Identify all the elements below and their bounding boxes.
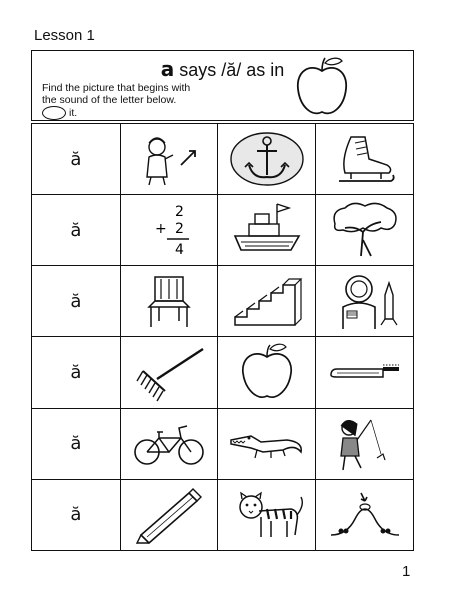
plus-sign: +: [155, 221, 167, 238]
instructions-line-1: Find the picture that begins with: [42, 82, 191, 94]
row-letter: ă: [32, 266, 121, 337]
picture-cell[interactable]: [218, 195, 316, 266]
picture-cell[interactable]: [120, 124, 218, 195]
worksheet-grid: [31, 123, 414, 551]
lesson-title: Lesson 1: [34, 27, 95, 44]
apple-icon: [227, 343, 307, 403]
worksheet-row: [32, 195, 414, 266]
stairs-icon: [227, 271, 307, 331]
addend-2: 2: [175, 221, 184, 238]
worksheet-row: [32, 479, 414, 550]
ants-on-hill-icon: [325, 485, 405, 545]
picture-cell[interactable]: [218, 124, 316, 195]
picture-cell[interactable]: [316, 124, 414, 195]
girl-fishing-icon: [325, 414, 405, 474]
row-letter: ă: [32, 195, 121, 266]
instruction-header: [31, 50, 414, 121]
toothbrush-icon: [325, 343, 405, 403]
picture-cell[interactable]: [316, 195, 414, 266]
picture-cell[interactable]: [316, 337, 414, 408]
worksheet-row: [32, 337, 414, 408]
picture-cell[interactable]: [218, 337, 316, 408]
addition-problem-icon: [129, 200, 209, 260]
picture-cell[interactable]: [316, 408, 414, 479]
worksheet-row: [32, 124, 414, 195]
girl-with-arrow-icon: [129, 129, 209, 189]
page-number: 1: [402, 563, 411, 580]
picture-cell[interactable]: [120, 266, 218, 337]
anchor-icon: [227, 129, 307, 189]
picture-cell[interactable]: [120, 337, 218, 408]
alligator-icon: [227, 414, 307, 474]
ice-skate-icon: [325, 129, 405, 189]
row-letter: ă: [32, 479, 121, 550]
picture-cell[interactable]: [218, 408, 316, 479]
instructions-line-3: it.: [69, 107, 78, 119]
tree-icon: [325, 200, 405, 260]
apple-icon: [292, 55, 352, 119]
picture-cell[interactable]: [316, 266, 414, 337]
astronaut-icon: [325, 271, 405, 331]
picture-cell[interactable]: [120, 479, 218, 550]
rake-icon: [129, 343, 209, 403]
picture-cell[interactable]: [218, 266, 316, 337]
worksheet-row: [32, 408, 414, 479]
header-title: [32, 57, 413, 81]
header-title-text: says /ă/ as in: [179, 60, 285, 80]
row-letter: ă: [32, 408, 121, 479]
instructions-line-2: the sound of the letter below.: [42, 94, 177, 106]
picture-cell[interactable]: [316, 479, 414, 550]
pencil-icon: [129, 485, 209, 545]
row-letter: ă: [32, 337, 121, 408]
row-letter: ă: [32, 124, 121, 195]
addend-1: 2: [175, 204, 184, 221]
worksheet-row: [32, 266, 414, 337]
chair-icon: [129, 271, 209, 331]
bicycle-icon: [129, 414, 209, 474]
circle-icon: [42, 106, 66, 120]
header-letter: a: [160, 57, 175, 81]
picture-cell[interactable]: [120, 195, 218, 266]
tiger-icon: [227, 485, 307, 545]
boat-icon: [227, 200, 307, 260]
sum: 4: [175, 242, 184, 259]
instructions: [42, 82, 242, 120]
picture-cell[interactable]: [218, 479, 316, 550]
picture-cell[interactable]: [120, 408, 218, 479]
